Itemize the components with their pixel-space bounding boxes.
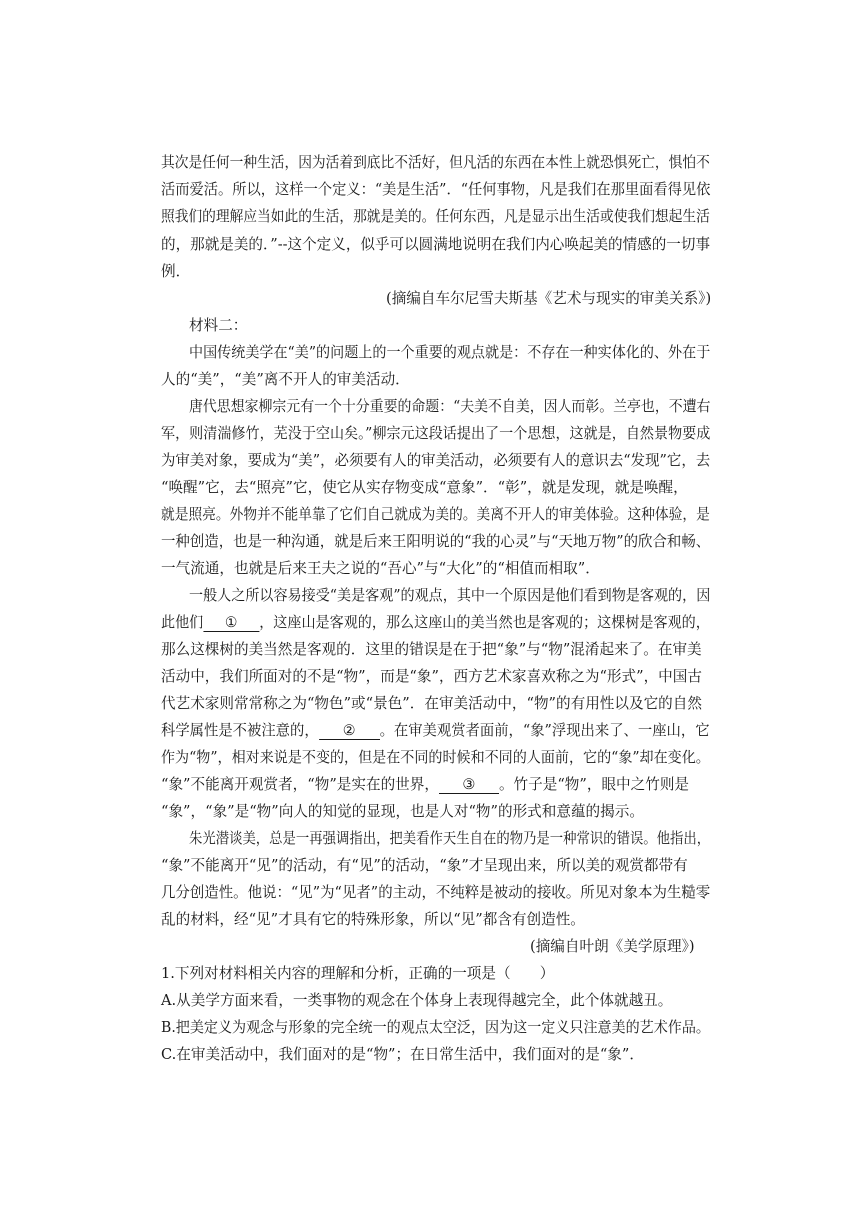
text-line xyxy=(161,721,710,741)
text-line: 作为“物”，相对来说是不变的，但是在不同的时候和不同的人面前，它的“象”却在变化。 xyxy=(161,749,710,766)
fill-in-blank-1[interactable]: ① xyxy=(203,615,259,632)
text-line: 军，则清湍修竹，芜没于空山矣。”柳宗元这段话提出了一个思想，这就是，自然景物要成 xyxy=(161,425,711,442)
text-line: 朱光潜谈美，总是一再强调指出，把美看作天生自在的物乃是一种常识的错误。他指出， xyxy=(189,830,711,847)
option-a[interactable]: A.从美学方面来看，一类事物的观念在个体身上表现得越完全，此个体就越丑。 xyxy=(161,992,673,1009)
text-run: 科学属性是不被注意的， xyxy=(161,722,319,739)
source-citation-1: (摘编自车尔尼雪夫斯基《艺术与现实的审美关系》) xyxy=(386,290,712,307)
text-line xyxy=(161,775,689,795)
option-b[interactable]: B.把美定义为观念与形象的完全统一的观点太空泛，因为这一定义只注意美的艺术作品。 xyxy=(161,1019,710,1036)
text-line: 一气流通，也就是后来王夫之说的“吾心”与“大化”的“相值而相取”． xyxy=(161,560,600,577)
section-heading: 材料二： xyxy=(189,317,248,334)
text-line: “象”，“象”是“物”向人的知觉的显现，也是人对“物”的形式和意蕴的揭示。 xyxy=(161,803,644,820)
text-line: 例． xyxy=(161,263,191,280)
text-line: 唐代思想家柳宗元有一个十分重要的命题：“夫美不自美，因人而彰。兰亭也，不遭右 xyxy=(189,398,711,415)
text-line xyxy=(161,613,710,633)
fill-in-blank-2[interactable]: ② xyxy=(319,723,380,740)
question-stem: 1.下列对材料相关内容的理解和分析，正确的一项是（ ） xyxy=(161,965,555,982)
text-line: 活动中，我们所面对的不是“物”，而是“象”，西方艺术家喜欢称之为“形式”，中国古 xyxy=(161,668,702,685)
text-run: 。竹子是“物”，眼中之竹则是 xyxy=(498,776,690,793)
text-run: “象”不能离开观赏者，“物”是实在的世界， xyxy=(161,776,439,793)
text-run: 此他们 xyxy=(161,614,204,631)
text-line: 的，那就是美的．”--这个定义，似乎可以圆满地说明在我们内心唤起美的情感的一切事 xyxy=(161,236,711,253)
text-line: 活而爱活。所以，这样一个定义：“美是生活”．“任何事物，凡是我们在那里面看得见依 xyxy=(161,181,711,198)
text-line: “唤醒”它，去“照亮”它，使它从实存物变成“意象”．“彰”，就是发现，就是唤醒， xyxy=(161,479,688,496)
text-run: 。在审美观赏者面前，“象”浮现出来了、一座山，它 xyxy=(379,722,710,739)
option-c[interactable]: C.在审美活动中，我们面对的是“物”；在日常生活中，我们面对的是“象”． xyxy=(161,1046,644,1063)
fill-in-blank-3[interactable]: ③ xyxy=(439,777,499,794)
text-line: 代艺术家则常常称之为“物色”或“景色”．在审美活动中，“物”的有用性以及它的自然 xyxy=(161,695,702,712)
text-line: 一种创造，也是一种沟通，就是后来王阳明说的“我的心灵”与“天地万物”的欣合和畅、 xyxy=(161,533,711,550)
text-line: 为审美对象，要成为“美”，必须要有人的审美活动，必须要有人的意识去“发现”它，去 xyxy=(161,452,711,469)
text-run: ，这座山是客观的，那么这座山的美当然也是客观的；这棵树是客观的， xyxy=(259,614,710,631)
source-citation-2: (摘编自叶朗《美学原理》) xyxy=(530,938,695,955)
text-line: 其次是任何一种生活，因为活着到底比不活好，但凡活的东西在本性上就恐惧死亡，惧怕不 xyxy=(161,154,710,171)
text-line: 人的“美”，“美”离不开人的审美活动． xyxy=(161,371,410,388)
text-line: “象”不能离开“见”的活动，有“见”的活动，“象”才呈现出来，所以美的观赏都带有 xyxy=(161,857,688,874)
text-line: 一般人之所以容易接受“美是客观”的观点，其中一个原因是他们看到物是客观的，因 xyxy=(189,587,711,604)
text-line: 几分创造性。他说：“见”为“见者”的主动，不纯粹是被动的接收。所见对象本为生糙零 xyxy=(161,884,711,901)
text-line: 照我们的理解应当如此的生活，那就是美的。任何东西，凡是显示出生活或使我们想起生活 xyxy=(161,208,710,225)
text-line: 中国传统美学在“美”的问题上的一个重要的观点就是：不存在一种实体化的、外在于 xyxy=(189,344,711,361)
text-line: 那么这棵树的美当然是客观的．这里的错误是在于把“象”与“物”混淆起来了。在审美 xyxy=(161,641,702,658)
text-line: 就是照亮。外物并不能单靠了它们自己就成为美的。美离不开人的审美体验。这种体验，是 xyxy=(161,506,710,523)
text-line: 乱的材料，经“见”才具有它的特殊形象，所以“见”都含有创造性。 xyxy=(161,911,585,928)
